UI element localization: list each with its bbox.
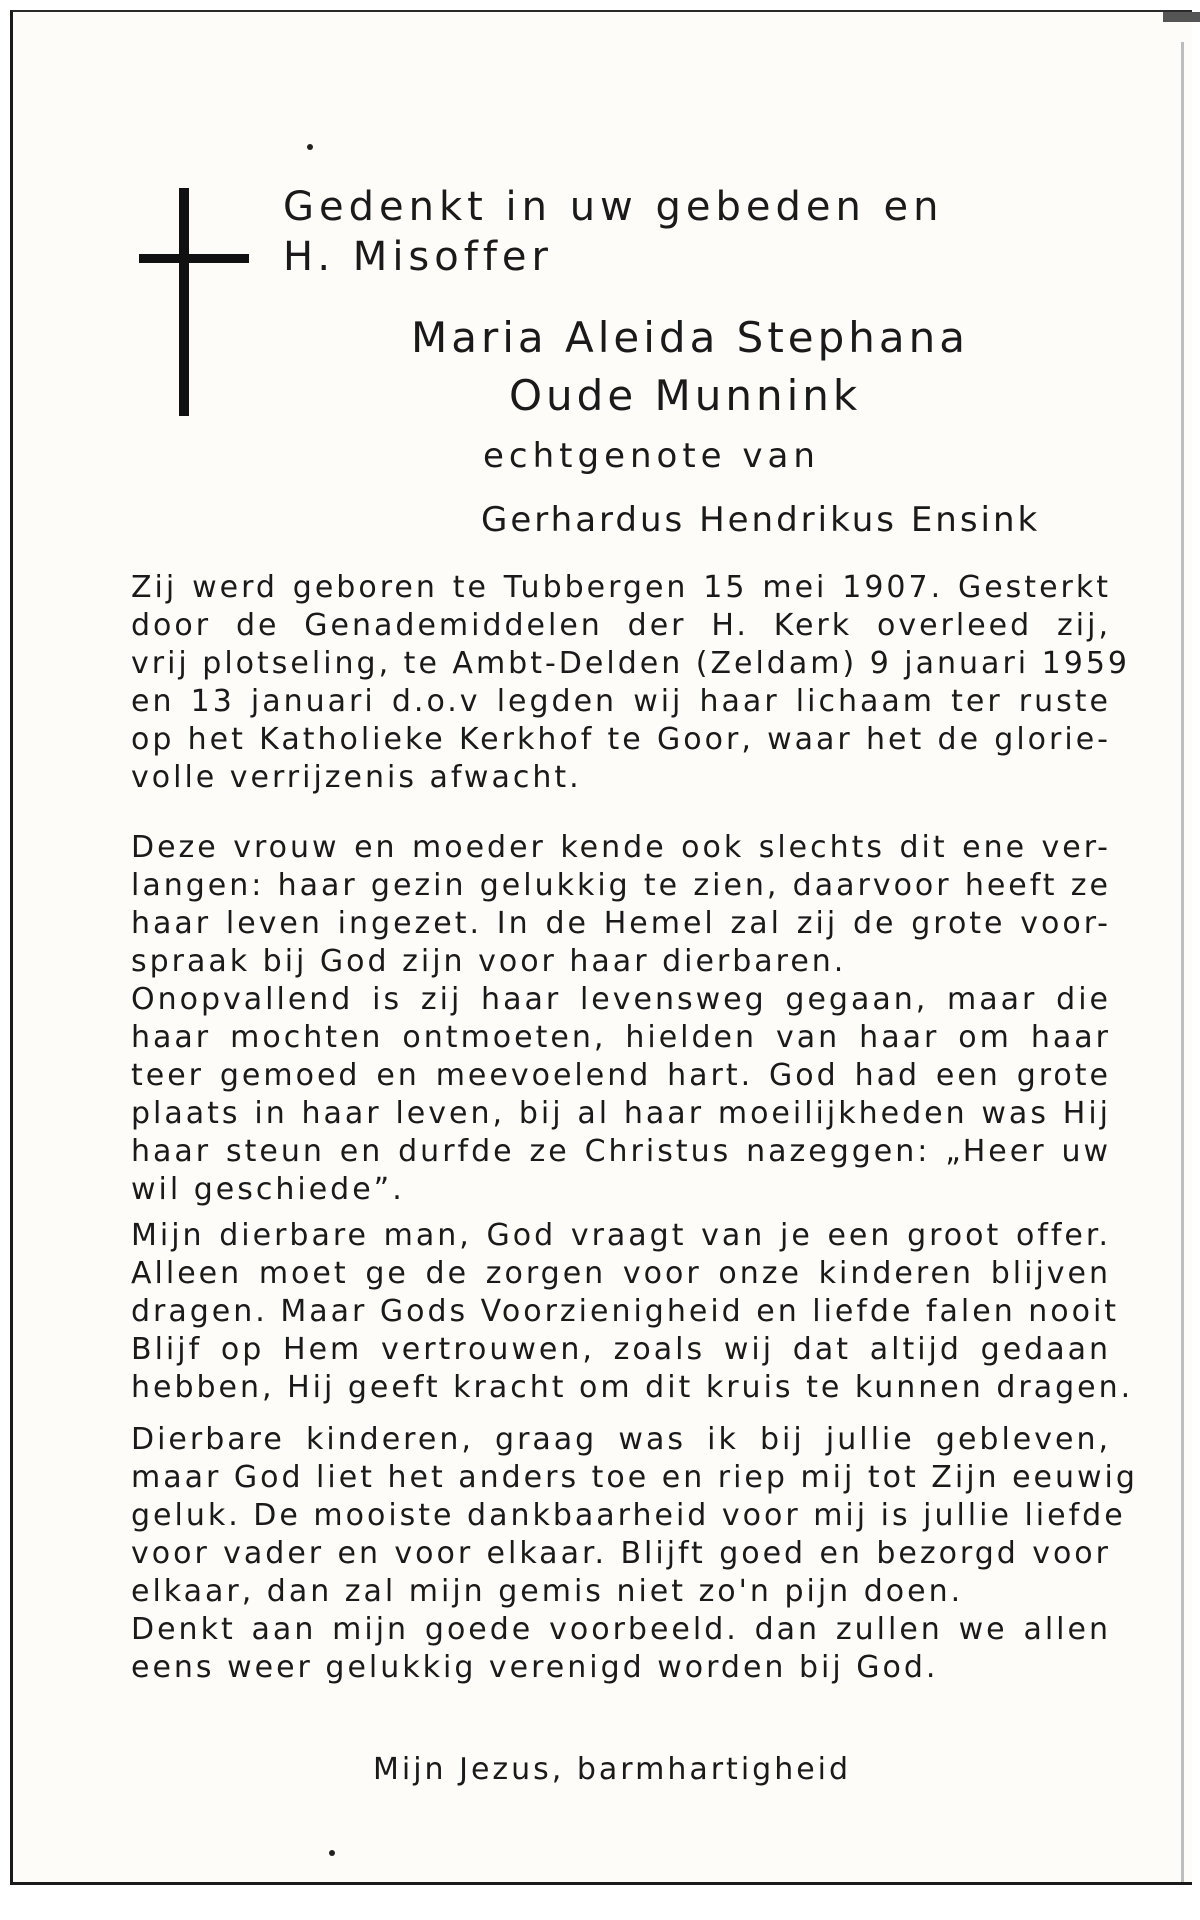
deceased-first-names: Maria Aleida Stephana — [411, 313, 969, 362]
prayer-request-line-1: Gedenkt in uw gebeden en — [283, 184, 944, 230]
children-message-line: Dierbare kinderen, graag was ik bij jullie gebleven, — [131, 1422, 1111, 1457]
husband-message-line: Mijn dierbare man, God vraagt van je een groot offer. — [131, 1218, 1111, 1253]
biography-line: door de Genademiddelen der H. Kerk overleed zij, — [131, 608, 1111, 643]
children-message-line: voor vader en voor elkaar. Blijft goed en bezorgd voor — [131, 1536, 1111, 1571]
tribute-line: plaats in haar leven, bij al haar moeilijkheden was Hij — [131, 1096, 1111, 1131]
closing-prayer: Mijn Jezus, barmhartigheid — [373, 1752, 852, 1787]
biography-line: op het Katholieke Kerkhof te Goor, waar het de glorie- — [131, 722, 1111, 757]
spouse-name: Gerhardus Hendrikus Ensink — [481, 500, 1041, 540]
husband-message-line: hebben, Hij geeft kracht om dit kruis te kunnen dragen. — [131, 1370, 1134, 1405]
cross-icon — [179, 188, 189, 416]
tribute-line: haar mochten ontmoeten, hielden van haar om haar — [131, 1020, 1111, 1055]
deceased-surname: Oude Munnink — [509, 371, 862, 420]
children-message-line: maar God liet het anders toe en riep mij tot Zijn eeuwig — [131, 1460, 1138, 1495]
husband-message-line: Blijf op Hem vertrouwen, zoals wij dat altijd gedaan — [131, 1332, 1111, 1367]
tribute-line: haar steun en durfde ze Christus nazeggen: „Heer uw — [131, 1134, 1111, 1169]
husband-message-line: Alleen moet ge de zorgen voor onze kinderen blijven — [131, 1256, 1111, 1291]
children-message-line: Denkt aan mijn goede voorbeeld. dan zullen we allen — [131, 1612, 1111, 1647]
biography-line: volle verrijzenis afwacht. — [131, 760, 582, 795]
tribute-line: Deze vrouw en moeder kende ook slechts dit ene ver- — [131, 830, 1111, 865]
tribute-line: Onopvallend is zij haar levensweg gegaan, maar die — [131, 982, 1111, 1017]
tribute-line: wil geschiede”. — [131, 1172, 405, 1207]
children-message-line: eens weer gelukkig verenigd worden bij God. — [131, 1650, 939, 1685]
biography-line: en 13 januari d.o.v legden wij haar lichaam ter ruste — [131, 684, 1111, 719]
children-message-line: elkaar, dan zal mijn gemis niet zo'n pijn doen. — [131, 1574, 964, 1609]
prayer-request-line-2: H. Misoffer — [283, 234, 553, 280]
ink-speck — [329, 1850, 335, 1856]
husband-message-line: dragen. Maar Gods Voorzienigheid en liefde falen nooit — [131, 1294, 1120, 1329]
children-message-line: geluk. De mooiste dankbaarheid voor mij is jullie liefde — [131, 1498, 1126, 1533]
memorial-card — [10, 10, 1192, 1885]
biography-line: vrij plotseling, te Ambt-Delden (Zeldam) 9 januari 1959 — [131, 646, 1130, 681]
relation-label: echtgenote van — [483, 436, 820, 476]
tribute-line: haar leven ingezet. In de Hemel zal zij de grote voor- — [131, 906, 1111, 941]
cross-icon-bar — [139, 254, 249, 263]
biography-line: Zij werd geboren te Tubbergen 15 mei 1907. Gesterkt — [131, 570, 1111, 605]
ink-speck — [307, 144, 313, 150]
tribute-line: spraak bij God zijn voor haar dierbaren. — [131, 944, 847, 979]
card-edge-shadow — [1181, 42, 1184, 1882]
tribute-line: teer gemoed en meevoelend hart. God had een grote — [131, 1058, 1111, 1093]
tribute-line: langen: haar gezin gelukkig te zien, daarvoor heeft ze — [131, 868, 1111, 903]
card-scuff-mark — [1163, 12, 1200, 22]
